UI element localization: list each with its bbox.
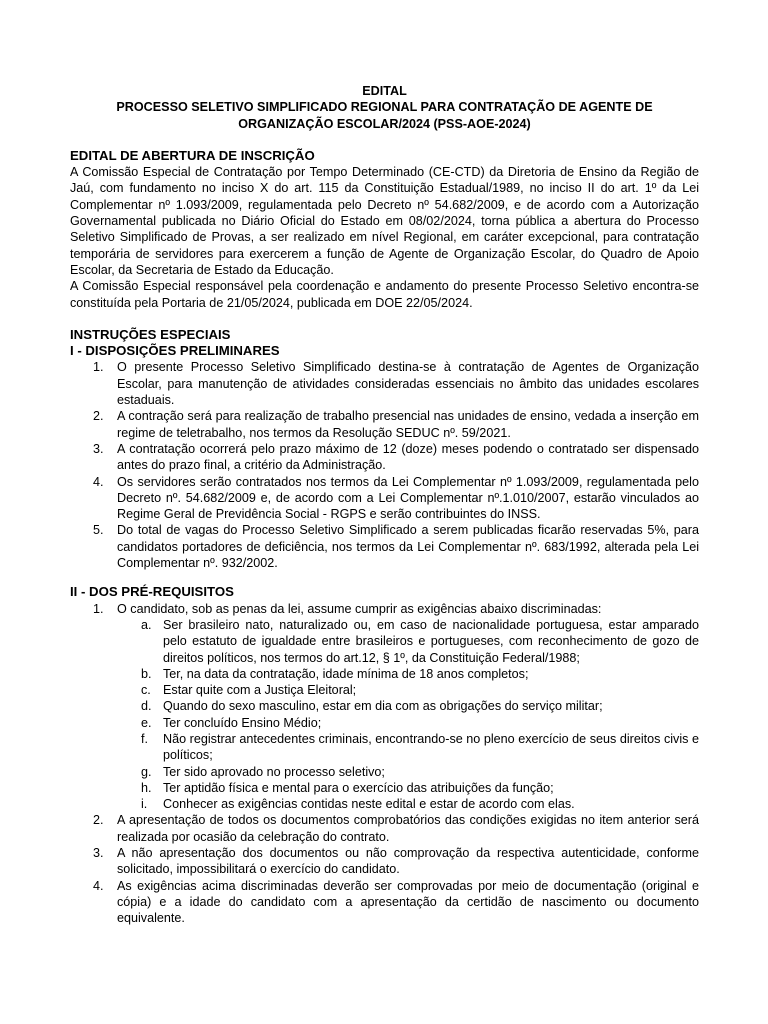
spacer	[70, 571, 699, 584]
subitem-text: Conhecer as exigências contidas neste edital e estar de acordo com elas.	[163, 797, 575, 812]
subitem-letter: b.	[141, 666, 152, 681]
list-item	[70, 408, 699, 441]
list-item	[70, 812, 699, 845]
sublist-item	[117, 780, 699, 796]
section-2-list	[70, 601, 699, 927]
opening-paragraph: A Comissão Especial de Contratação por Tempo Determinado (CE-CTD) da Diretoria de Ensino da Região de Jaú, com fundamento no inciso X do art. 115 da Constituição Estadual/1989, no inciso II do art. 1º da Lei Complementar nº 1.093/2009, regulamentada pelo Decreto nº 54.682/2009, e de acordo com a Autorização Governamental publicada no Diário Oficial do Estado em 08/02/2024, torna pública a abertura do Processo Seletivo Simplificado de Provas, a ser realizado em nível Regional, em caráter excepcional, para contratação temporária de servidores para exercerem a função de Agente de Organização Escolar, do Quadro de Apoio Escolar, da Secretaria de Estado da Educação.	[70, 165, 699, 277]
list-item	[70, 441, 699, 474]
sublist-item	[117, 796, 699, 812]
item-number: 2.	[93, 409, 104, 424]
subitem-text: Ter, na data da contratação, idade mínima de 18 anos completos;	[163, 666, 529, 681]
subitem-letter: d.	[141, 699, 152, 714]
document-page	[70, 83, 699, 927]
document-subtitle: PROCESSO SELETIVO SIMPLIFICADO REGIONAL PARA CONTRATAÇÃO DE AGENTE DE ORGANIZAÇÃO ESCOLAR/2024 (PSS-AOE-2024)	[116, 100, 653, 131]
section-1-heading: I - DISPOSIÇÕES PRELIMINARES	[70, 343, 280, 359]
list-item	[70, 522, 699, 571]
subitem-letter: g.	[141, 764, 152, 779]
item-text: A apresentação de todos os documentos comprobatórios das condições exigidas no item anterior será realizada por ocasião da celebração do contrato.	[117, 813, 699, 844]
section-1-list	[70, 359, 699, 571]
section-2-heading: II - DOS PRÉ-REQUISITOS	[70, 584, 234, 600]
requirements-sublist	[117, 617, 699, 813]
list-item	[70, 878, 699, 927]
item-text: A contração será para realização de trabalho presencial nas unidades de ensino, vedada a inserção em regime de teletrabalho, nos termos da Resolução SEDUC nº. 59/2021.	[117, 409, 699, 440]
subitem-letter: h.	[141, 780, 152, 795]
item-text: Do total de vagas do Processo Seletivo Simplificado a serem publicadas ficarão reservadas 5%, para candidatos portadores de deficiência, nos termos da Lei Complementar nº. 683/1992, alterada pela Lei Complementar nº. 932/2002.	[117, 523, 699, 571]
subitem-letter: f.	[141, 731, 148, 746]
item-text: O presente Processo Seletivo Simplificado destina-se à contratação de Agentes de Organização Escolar, para manutenção de atividades consideradas essenciais no âmbito das unidades escolares estaduais.	[117, 360, 699, 408]
subitem-letter: e.	[141, 715, 152, 730]
list-item	[70, 359, 699, 408]
subitem-text: Ter concluído Ensino Médio;	[163, 715, 322, 730]
item-number: 3.	[93, 441, 104, 456]
item-text: Os servidores serão contratados nos termos da Lei Complementar nº 1.093/2009, regulamentada pelo Decreto nº. 54.682/2009 e, de acordo com a Lei Complementar nº.1.010/2007, estarão vinculados ao Regime Geral de Previdência Social - RGPS e serão contribuintes do INSS.	[117, 474, 699, 522]
item-number: 4.	[93, 474, 104, 489]
subitem-text: Ter aptidão física e mental para o exercício das atribuições da função;	[163, 780, 554, 795]
subitem-text: Não registrar antecedentes criminais, encontrando-se no pleno exercício de seus direitos civis e políticos;	[163, 731, 699, 763]
list-item	[70, 474, 699, 523]
subitem-text: Ser brasileiro nato, naturalizado ou, em caso de nacionalidade portuguesa, estar amparado pelo estatuto de igualdade entre brasileiros e portugueses, com reconhecimento de gozo de direitos políticos, nos termos do art.12, § 1º, da Constituição Federal/1988;	[163, 617, 699, 665]
subitem-text: Estar quite com a Justiça Eleitoral;	[163, 683, 357, 698]
sublist-item	[117, 731, 699, 764]
item-number: 4.	[93, 878, 104, 893]
subitem-letter: c.	[141, 683, 151, 698]
item-text: As exigências acima discriminadas deverão ser comprovadas por meio de documentação (original e cópia) e a idade do candidato com a apresentação da certidão de nascimento ou documento equivalente.	[117, 878, 699, 926]
item-text: A não apresentação dos documentos ou não comprovação da respectiva autenticidade, conforme solicitado, impossibilitará o exercício do candidato.	[117, 846, 699, 877]
subitem-text: Quando do sexo masculino, estar em dia com as obrigações do serviço militar;	[163, 699, 603, 714]
item-number: 1.	[93, 601, 104, 616]
sublist-item	[117, 682, 699, 698]
sublist-item	[117, 666, 699, 682]
spacer	[70, 311, 699, 327]
commission-paragraph: A Comissão Especial responsável pela coordenação e andamento do presente Processo Seletivo encontra-se constituída pela Portaria de 21/05/2024, publicada em DOE 22/05/2024.	[70, 279, 699, 310]
item-text: O candidato, sob as penas da lei, assume cumprir as exigências abaixo discriminadas:	[117, 601, 602, 616]
list-item	[70, 601, 699, 813]
sublist-item	[117, 764, 699, 780]
item-text: A contratação ocorrerá pelo prazo máximo de 12 (doze) meses podendo o contratado ser dispensado antes do prazo final, a critério da Administração.	[117, 441, 699, 473]
item-number: 2.	[93, 813, 104, 828]
spacer	[70, 132, 699, 148]
opening-heading: EDITAL DE ABERTURA DE INSCRIÇÃO	[70, 147, 315, 163]
sublist-item	[117, 715, 699, 731]
item-number: 3.	[93, 846, 104, 861]
sublist-item	[117, 698, 699, 714]
subitem-text: Ter sido aprovado no processo seletivo;	[163, 764, 385, 779]
sublist-item	[117, 617, 699, 666]
document-title: EDITAL	[362, 84, 407, 98]
subitem-letter: a.	[141, 617, 152, 632]
item-number: 5.	[93, 523, 104, 538]
item-number: 1.	[93, 360, 104, 375]
subitem-letter: i.	[141, 797, 148, 812]
instructions-heading: INSTRUÇÕES ESPECIAIS	[70, 326, 231, 342]
list-item	[70, 845, 699, 878]
